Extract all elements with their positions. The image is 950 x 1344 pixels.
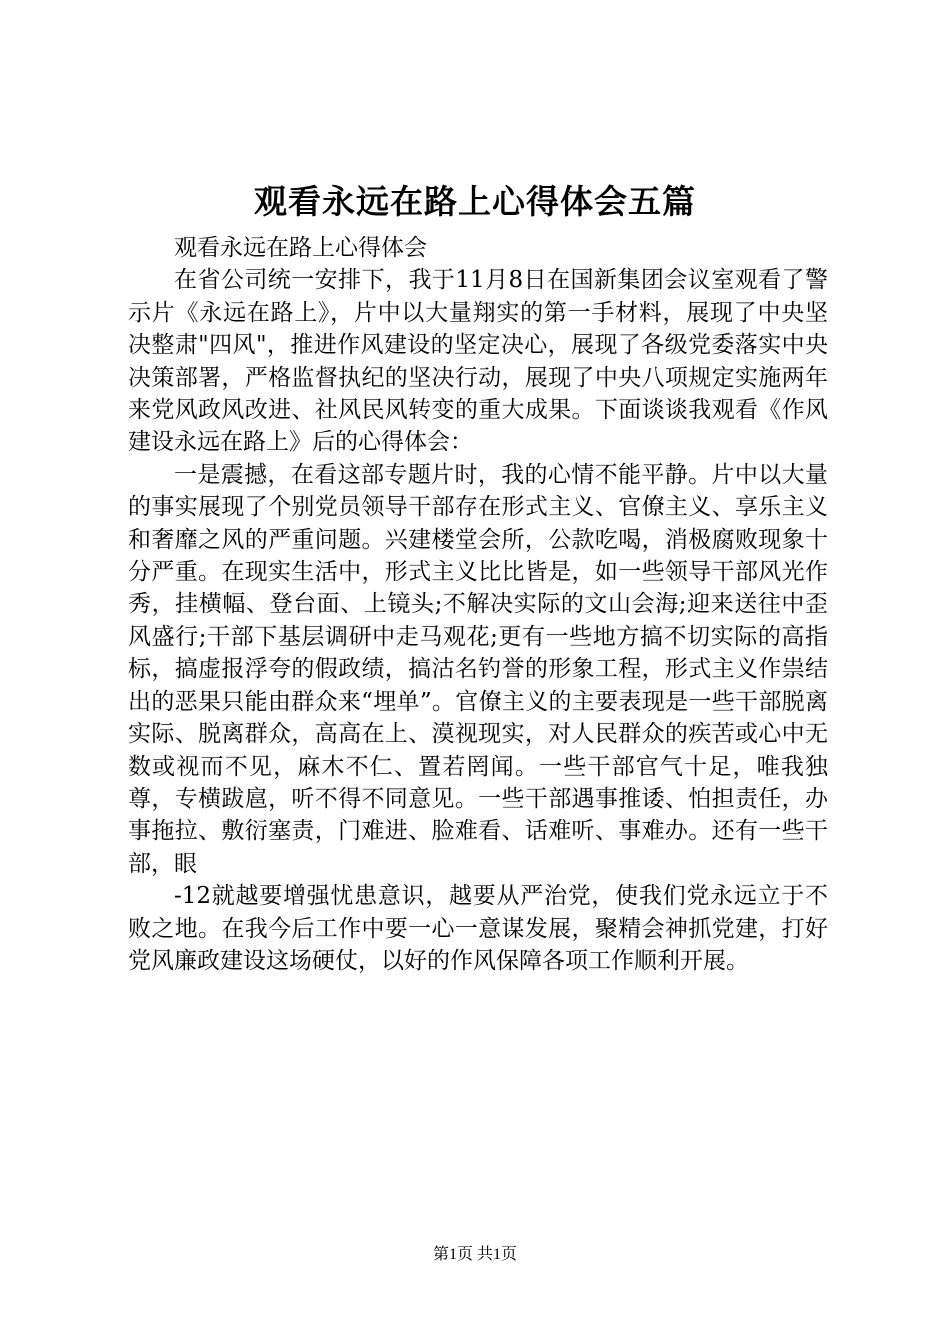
document-title: 观看永远在路上心得体会五篇 <box>254 182 696 221</box>
document-body <box>128 232 828 977</box>
paragraph-shock: 一是震撼，在看这部专题片时，我的心情不能平静。片中以大量的事实展现了个别党员领导干部存在形式主义、官僚主义、享乐主义和奢靡之风的严重问题。兴建楼堂会所，公款吃喝，消极腐败现象十分严重。在现实生活中，形式主义比比皆是，如一些领导干部风光作秀，挂横幅、登台面、上镜头;不解决实际的文山会海;迎来送往中歪风盛行;干部下基层调研中走马观花;更有一些地方搞不切实际的高指标，搞虚报浮夸的假政绩，搞沽名钓誉的形象工程，形式主义作祟结出的恶果只能由群众来“埋单”。官僚主义的主要表现是一些干部脱离实际、脱离群众，高高在上、漠视现实，对人民群众的疾苦或心中无数或视而不见，麻木不仁、置若罔闻。一些干部官气十足，唯我独尊，专横跋扈，听不得不同意见。一些干部遇事推诿、怕担责任，办事拖拉、敷衍塞责，门难进、脸难看、话难听、事难办。还有一些干部，眼 <box>128 461 828 877</box>
page-footer: 第1页 共1页 <box>432 1246 517 1263</box>
paragraph-intro: 在省公司统一安排下，我于11月8日在国新集团会议室观看了警示片《永远在路上》，片中以大量翔实的第一手材料，展现了中央坚决整肃"四风"，推进作风建设的坚定决心，展现了各级党委落实中央决策部署，严格监督执纪的坚决行动，展现了中央八项规定实施两年来党风政风改进、社风民风转变的重大成果。下面谈谈我观看《作风建设永远在路上》后的心得体会： <box>128 267 828 456</box>
paragraph-conclusion: -12就越要增强忧患意识，越要从严治党，使我们党永远立于不败之地。在我今后工作中要一心一意谋发展，聚精会神抓党建，打好党风廉政建设这场硬仗，以好的作风保障各项工作顺利开展。 <box>128 883 828 974</box>
paragraph-subtitle: 观看永远在路上心得体会 <box>174 235 427 261</box>
